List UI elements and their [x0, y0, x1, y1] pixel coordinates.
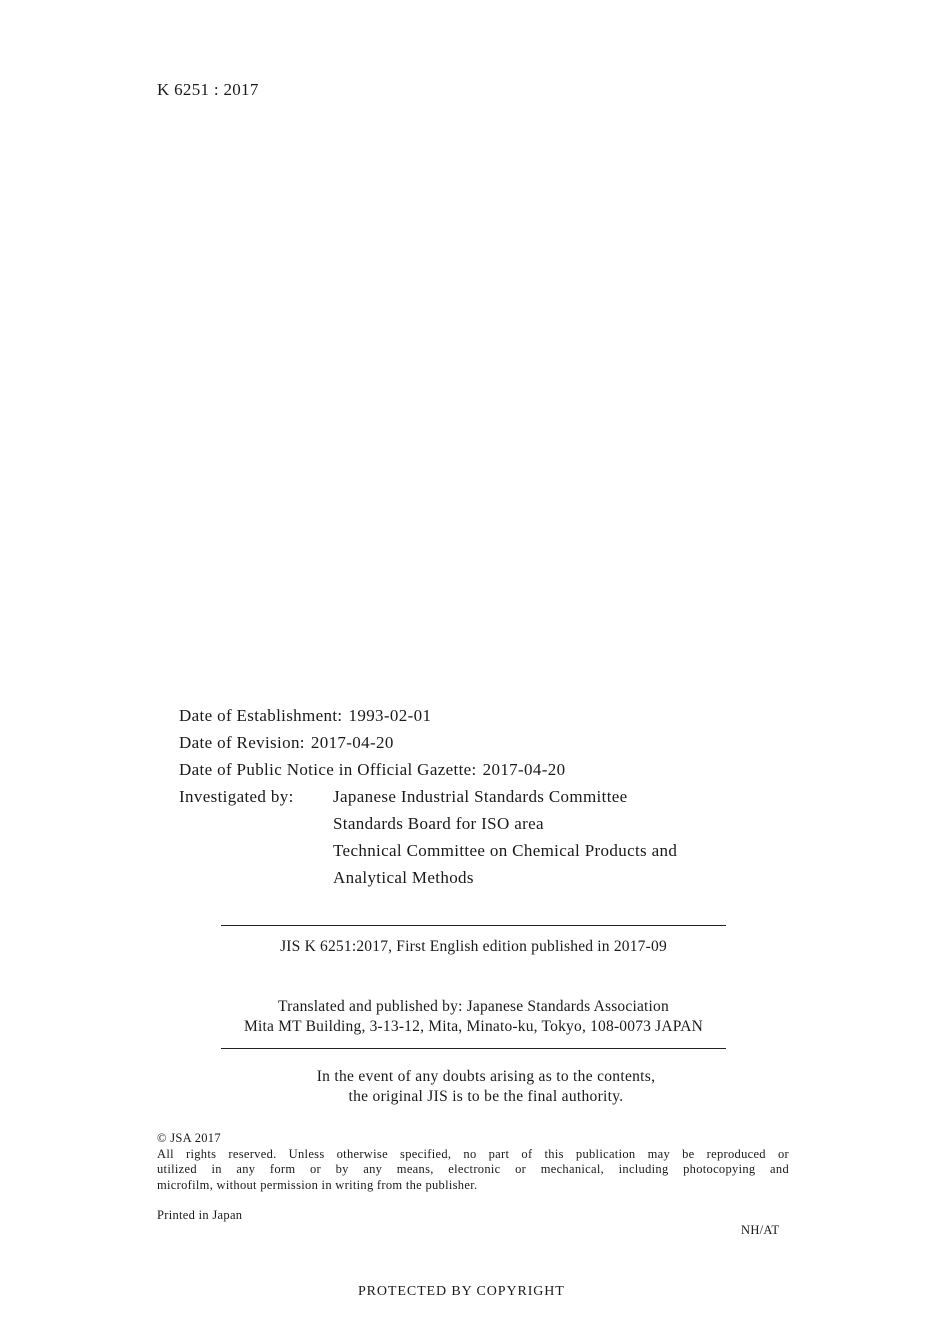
rights-line: utilized in any form or by any means, electronic or mechanical, including photocopying and — [157, 1162, 789, 1176]
gazette-label: Date of Public Notice in Official Gazette: — [179, 760, 477, 779]
revision-date: 2017-04-20 — [310, 733, 394, 752]
investigated-row — [179, 783, 677, 891]
rights-line: microfilm, without permission in writing from the publisher. — [157, 1177, 478, 1192]
revision-label: Date of Revision: — [179, 733, 305, 752]
committee-line: Analytical Methods — [333, 868, 474, 887]
copyright-block — [157, 1131, 789, 1193]
authority-line: the original JIS is to be the final authority. — [348, 1088, 624, 1105]
committee-line: Japanese Industrial Standards Committee — [333, 787, 628, 806]
bottom-divider — [221, 1048, 726, 1049]
document-dates-block — [179, 702, 677, 891]
establishment-row — [179, 702, 677, 729]
publisher-line: Translated and published by: Japanese Standards Association — [278, 998, 669, 1015]
establishment-label: Date of Establishment: — [179, 706, 343, 725]
committee-line: Standards Board for ISO area — [333, 814, 544, 833]
publisher-address: Mita MT Building, 3-13-12, Mita, Minato-ku, Tokyo, 108-0073 JAPAN — [244, 1018, 703, 1035]
document-code: NH/AT — [741, 1223, 780, 1237]
revision-row — [179, 729, 677, 756]
establishment-date: 1993-02-01 — [348, 706, 432, 725]
committee-line: Technical Committee on Chemical Products and — [333, 841, 678, 860]
gazette-row — [179, 756, 677, 783]
copyright-symbol: © JSA 2017 — [157, 1131, 221, 1145]
edition-statement: JIS K 6251:2017, First English edition published in 2017-09 — [280, 938, 667, 955]
authority-line: In the event of any doubts arising as to the contents, — [316, 1068, 656, 1085]
top-divider — [221, 925, 726, 926]
authority-notice — [221, 1067, 751, 1107]
investigated-label: Investigated by: — [179, 787, 294, 806]
rights-line: All rights reserved. Unless otherwise specified, no part of this publication may be reproduced or — [157, 1146, 789, 1161]
publisher-block — [221, 997, 726, 1037]
gazette-date: 2017-04-20 — [482, 760, 566, 779]
document-number: K 6251 : 2017 — [157, 80, 259, 99]
committee-list — [333, 783, 677, 891]
printed-in: Printed in Japan — [157, 1208, 243, 1222]
protected-notice: PROTECTED BY COPYRIGHT — [358, 1284, 565, 1299]
